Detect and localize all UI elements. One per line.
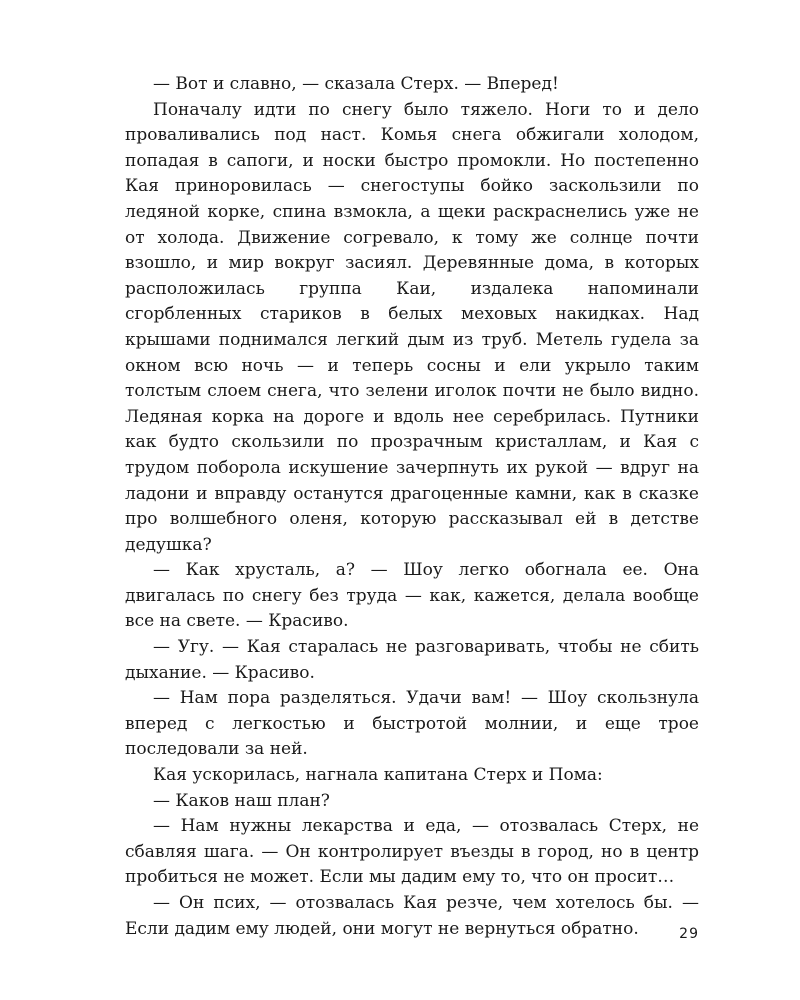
page-number: 29 [679,926,699,942]
paragraph: Кая ускорилась, нагнала капитана Стерх и Пома: [153,765,603,786]
paragraph: — Угу. — Кая старалась не разговаривать, чтобы не сбить дыхание. — Красиво. [125,637,699,683]
paragraph: — Нам пора разделяться. Удачи вам! — Шоу скользнула вперед с легкостью и быстротой молнии, и еще трое последовали за ней. [125,688,699,760]
paragraph: — Он псих, — отозвалась Кая резче, чем хотелось бы. — Если дадим ему людей, они могут не вернуться обратно. [125,893,699,939]
paragraph: — Каков наш план? [153,790,330,811]
body-text [125,72,699,942]
paragraph: — Нам нужны лекарства и еда, — отозвалась Стерх, не сбавляя шага. — Он контролирует въезды в город, но в центр пробиться не может. Если мы дадим ему то, что он просит… [125,816,699,888]
paragraph: — Как хрусталь, а? — Шоу легко обогнала ее. Она двигалась по снегу без труда — как, кажется, делала вообще все на свете. — Красиво. [125,560,699,632]
paragraph: — Вот и славно, — сказала Стерх. — Вперед! [153,74,559,94]
paragraph: Поначалу идти по снегу было тяжело. Ноги то и дело проваливались под наст. Комья снега обжигали холодом, попадая в сапоги, и носки быстро промокли. Но постепенно Кая приноровилась — снегоступы бойко заскользили по ледяной корке, спина взмокла, а щеки раскраснелись уже не от холода. Движение согревало, к тому же солнце почти взошло, и мир вокруг засиял. Деревянные дома, в которых расположилась группа Каи, издалека напоминали сгорбленных стариков в белых меховых накидках. Над крышами поднимался легкий дым из труб. Метель гудела за окном всю ночь — и теперь сосны и ели укрыло таким толстым слоем снега, что зелени иголок почти не было видно. Ледяная корка на дороге и вдоль нее серебрилась. Путники как будто скользили по прозрачным кристаллам, и Кая с трудом поборола искушение зачерпнуть их рукой — вдруг на ладони и вправду останутся драгоценные камни, как в сказке про волшебного оленя, которую рассказывал ей в детстве дедушка? [125,99,699,555]
